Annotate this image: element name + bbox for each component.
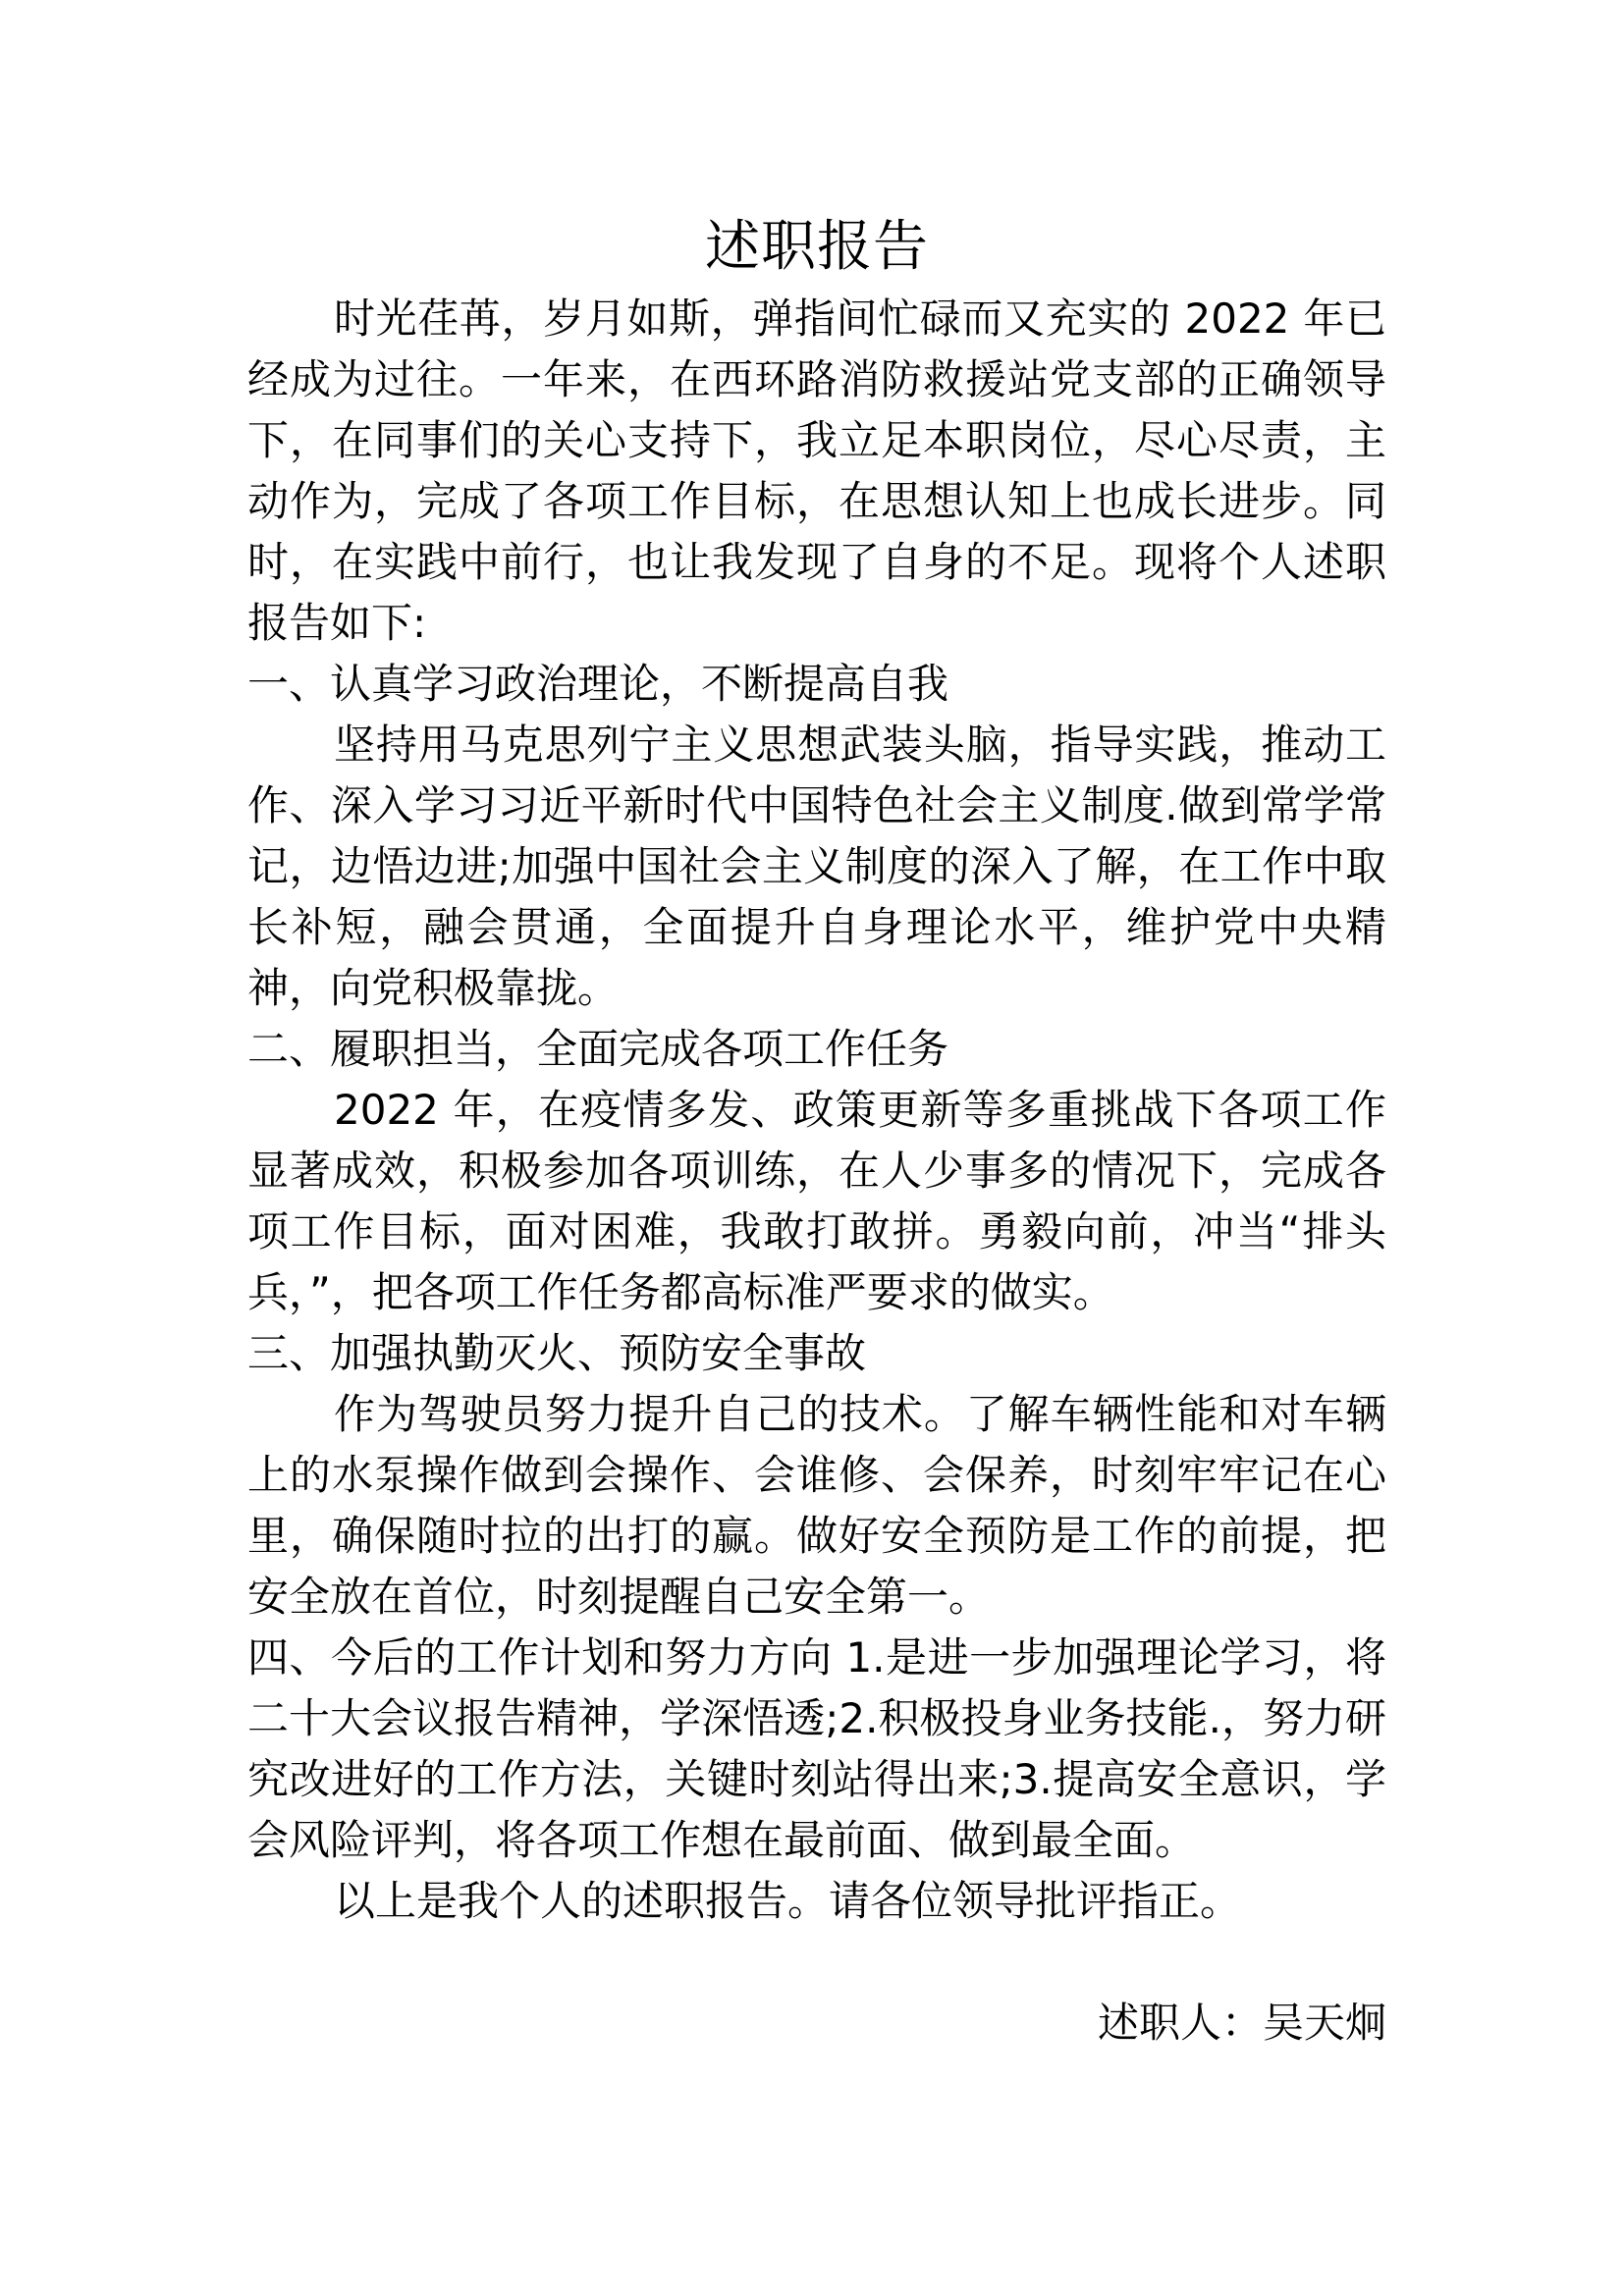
signature-line: 述职人：吴天炯 bbox=[1097, 1999, 1386, 2047]
section-1-body: 坚持用马克思列宁主义思想武装头脑，指导实践，推动工作、深入学习习近平新时代中国特色社会主义制度.做到常学常记，边悟边进;加强中国社会主义制度的深入了解，在工作中取长补短，融会贯通，全面提升自身理论水平，维护党中央精神，向党积极靠拢。 bbox=[247, 721, 1386, 1012]
section-4-paragraph: 四、今后的工作计划和努力方向 1.是进一步加强理论学习，将二十大会议报告精神，学深悟透;2.积极投身业务技能.，努力研究改进好的工作方法，关键时刻站得出来;3.提高安全意识，学会风险评判，将各项工作想在最前面、做到最全面。 bbox=[247, 1633, 1386, 1864]
document-page bbox=[247, 206, 1386, 2054]
document-title: 述职报告 bbox=[705, 215, 929, 279]
intro-paragraph: 时光荏苒，岁月如斯，弹指间忙碌而又充实的 2022 年已经成为过往。一年来，在西环路消防救援站党支部的正确领导下，在同事们的关心支持下，我立足本职岗位，尽心尽责，主动作为，完成了各项工作目标，在思想认知上也成长进步。同时，在实践中前行，也让我发现了自身的不足。现将个人述职报告如下: bbox=[247, 294, 1386, 647]
section-2-heading: 二、履职担当，全面完成各项工作任务 bbox=[247, 1025, 949, 1073]
section-1-heading: 一、认真学习政治理论，不断提高自我 bbox=[247, 660, 949, 708]
closing-paragraph: 以上是我个人的述职报告。请各位领导批评指正。 bbox=[334, 1877, 1242, 1925]
section-2-body: 2022 年，在疫情多发、政策更新等多重挑战下各项工作显著成效，积极参加各项训练，在人少事多的情况下，完成各项工作目标，面对困难，我敢打敢拼。勇毅向前，冲当“排头兵，”，把各项工作任务都高标准严要求的做实。 bbox=[247, 1086, 1386, 1316]
section-3-heading: 三、加强执勤灭火、预防安全事故 bbox=[247, 1329, 867, 1377]
section-3-body: 作为驾驶员努力提升自己的技术。了解车辆性能和对车辆上的水泵操作做到会操作、会谁修、会保养，时刻牢牢记在心里，确保随时拉的出打的赢。做好安全预防是工作的前提，把安全放在首位，时刻提醒自己安全第一。 bbox=[247, 1390, 1386, 1621]
